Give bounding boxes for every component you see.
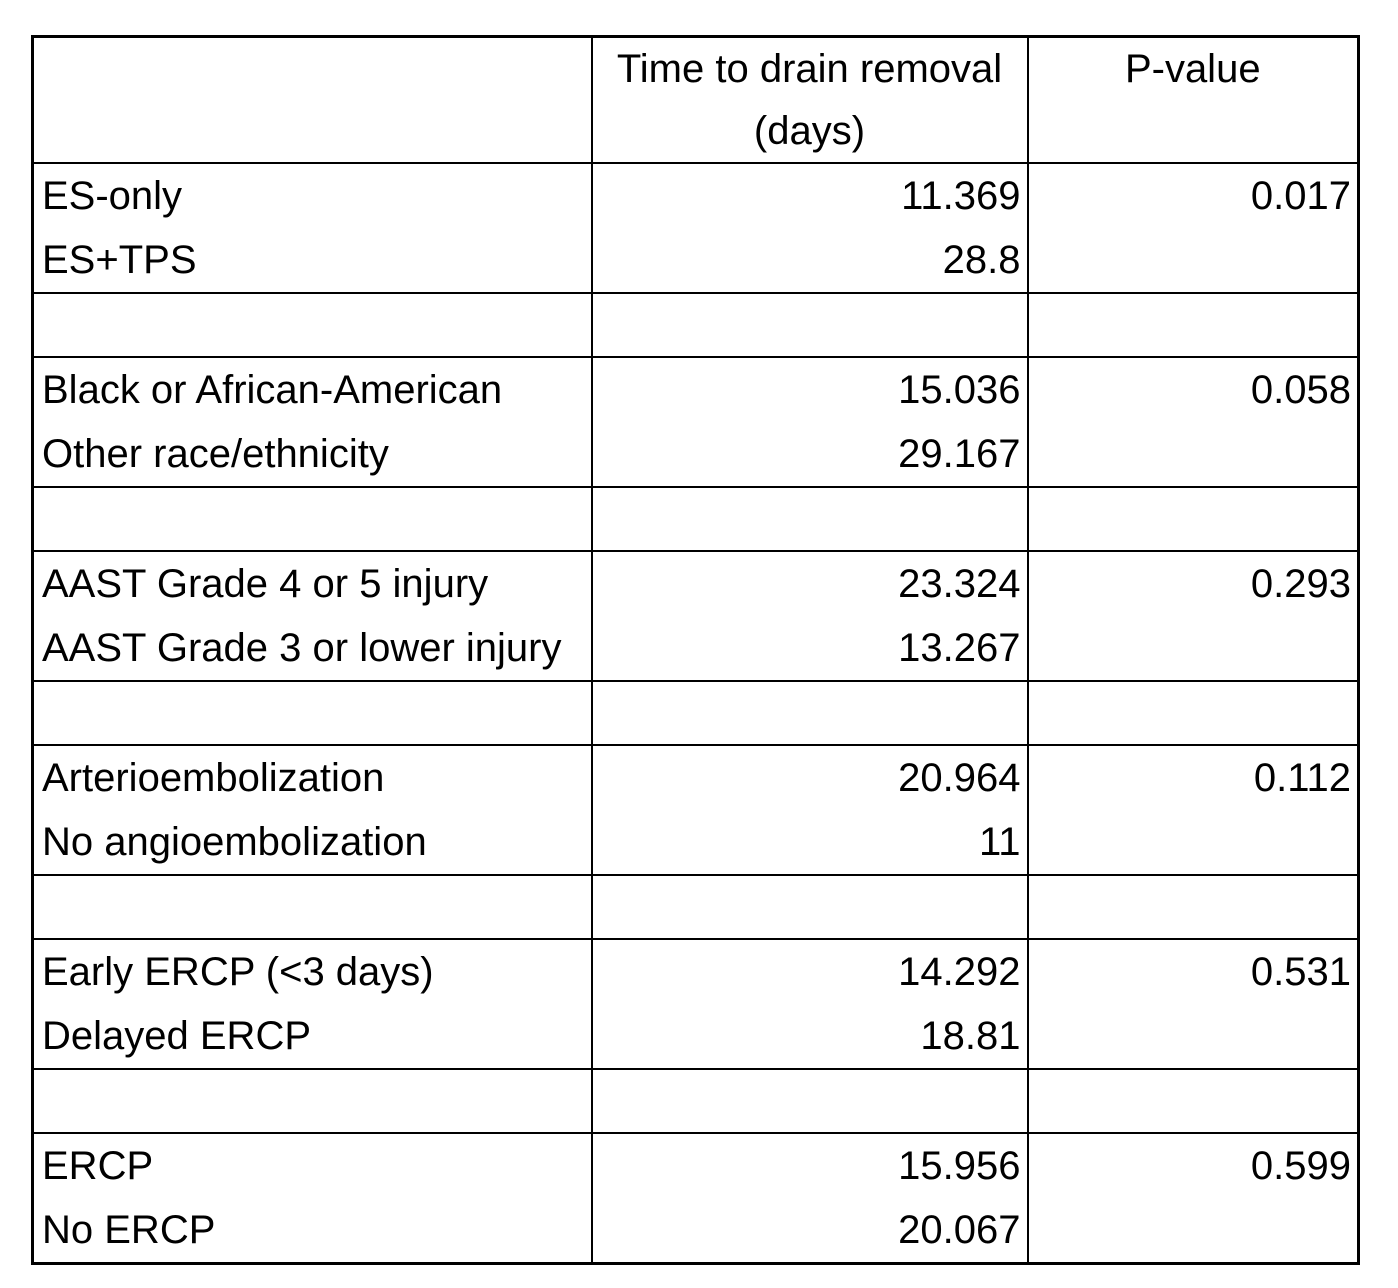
- group-label: Delayed ERCP: [42, 1014, 312, 1058]
- group-label: AAST Grade 3 or lower injury: [42, 626, 562, 670]
- time-values-cell: [592, 357, 1028, 487]
- header-time-line2: (days): [753, 109, 866, 153]
- group-labels-cell: [33, 939, 592, 1069]
- time-value: 23.324: [898, 562, 1021, 606]
- time-value: 20.067: [898, 1208, 1021, 1252]
- table-row: [33, 745, 1359, 875]
- drain-removal-table: [31, 35, 1360, 1265]
- p-value-cell: [1028, 163, 1359, 293]
- time-value: 11: [978, 820, 1021, 864]
- group-labels-cell: [33, 357, 592, 487]
- p-value-cell: [1028, 939, 1359, 1069]
- group-label: ES+TPS: [42, 238, 197, 282]
- time-value: 15.036: [898, 368, 1021, 412]
- p-value: 0.531: [1250, 950, 1351, 994]
- p-value-cell: [1028, 357, 1359, 487]
- time-values-cell: [592, 745, 1028, 875]
- group-label: ES-only: [42, 174, 183, 218]
- time-values-cell: [592, 551, 1028, 681]
- spacer-row: [33, 1069, 1359, 1133]
- group-label: No angioembolization: [42, 820, 427, 864]
- group-labels-cell: [33, 1133, 592, 1264]
- time-values-cell: [592, 163, 1028, 293]
- group-label: Arterioembolization: [42, 756, 385, 800]
- p-value: 0.112: [1253, 756, 1351, 800]
- time-value: 20.964: [898, 756, 1021, 800]
- table-row: [33, 551, 1359, 681]
- table-body: [33, 163, 1359, 1264]
- spacer-row: [33, 293, 1359, 357]
- header-time-to-drain-removal: [592, 37, 1028, 164]
- p-value: 0.017: [1250, 174, 1351, 218]
- time-value: 14.292: [898, 950, 1021, 994]
- group-label: No ERCP: [42, 1208, 216, 1252]
- group-labels-cell: [33, 745, 592, 875]
- group-label: ERCP: [42, 1144, 154, 1188]
- spacer-row: [33, 875, 1359, 939]
- group-labels-cell: [33, 163, 592, 293]
- p-value: 0.058: [1250, 368, 1351, 412]
- p-value-cell: [1028, 1133, 1359, 1264]
- table-row: [33, 1133, 1359, 1264]
- time-value: 18.81: [920, 1014, 1021, 1058]
- table-header-row: [33, 37, 1359, 164]
- group-label: Other race/ethnicity: [42, 432, 389, 476]
- table-row: [33, 163, 1359, 293]
- group-label: Early ERCP (<3 days): [42, 950, 434, 994]
- time-values-cell: [592, 939, 1028, 1069]
- p-value: 0.293: [1250, 562, 1351, 606]
- group-label: Black or African-American: [42, 368, 503, 412]
- spacer-row: [33, 681, 1359, 745]
- table-row: [33, 357, 1359, 487]
- spacer-row: [33, 487, 1359, 551]
- time-value: 13.267: [898, 626, 1021, 670]
- group-labels-cell: [33, 551, 592, 681]
- table-row: [33, 939, 1359, 1069]
- header-p-value: P-value: [1028, 37, 1359, 164]
- header-empty-cell: [33, 37, 592, 164]
- time-value: 28.8: [942, 238, 1021, 282]
- time-values-cell: [592, 1133, 1028, 1264]
- time-value: 11.369: [901, 174, 1021, 218]
- header-time-line1: Time to drain removal: [616, 47, 1003, 91]
- time-value: 15.956: [898, 1144, 1021, 1188]
- time-value: 29.167: [898, 432, 1021, 476]
- p-value-cell: [1028, 745, 1359, 875]
- p-value-cell: [1028, 551, 1359, 681]
- group-label: AAST Grade 4 or 5 injury: [42, 562, 489, 606]
- p-value: 0.599: [1250, 1144, 1351, 1188]
